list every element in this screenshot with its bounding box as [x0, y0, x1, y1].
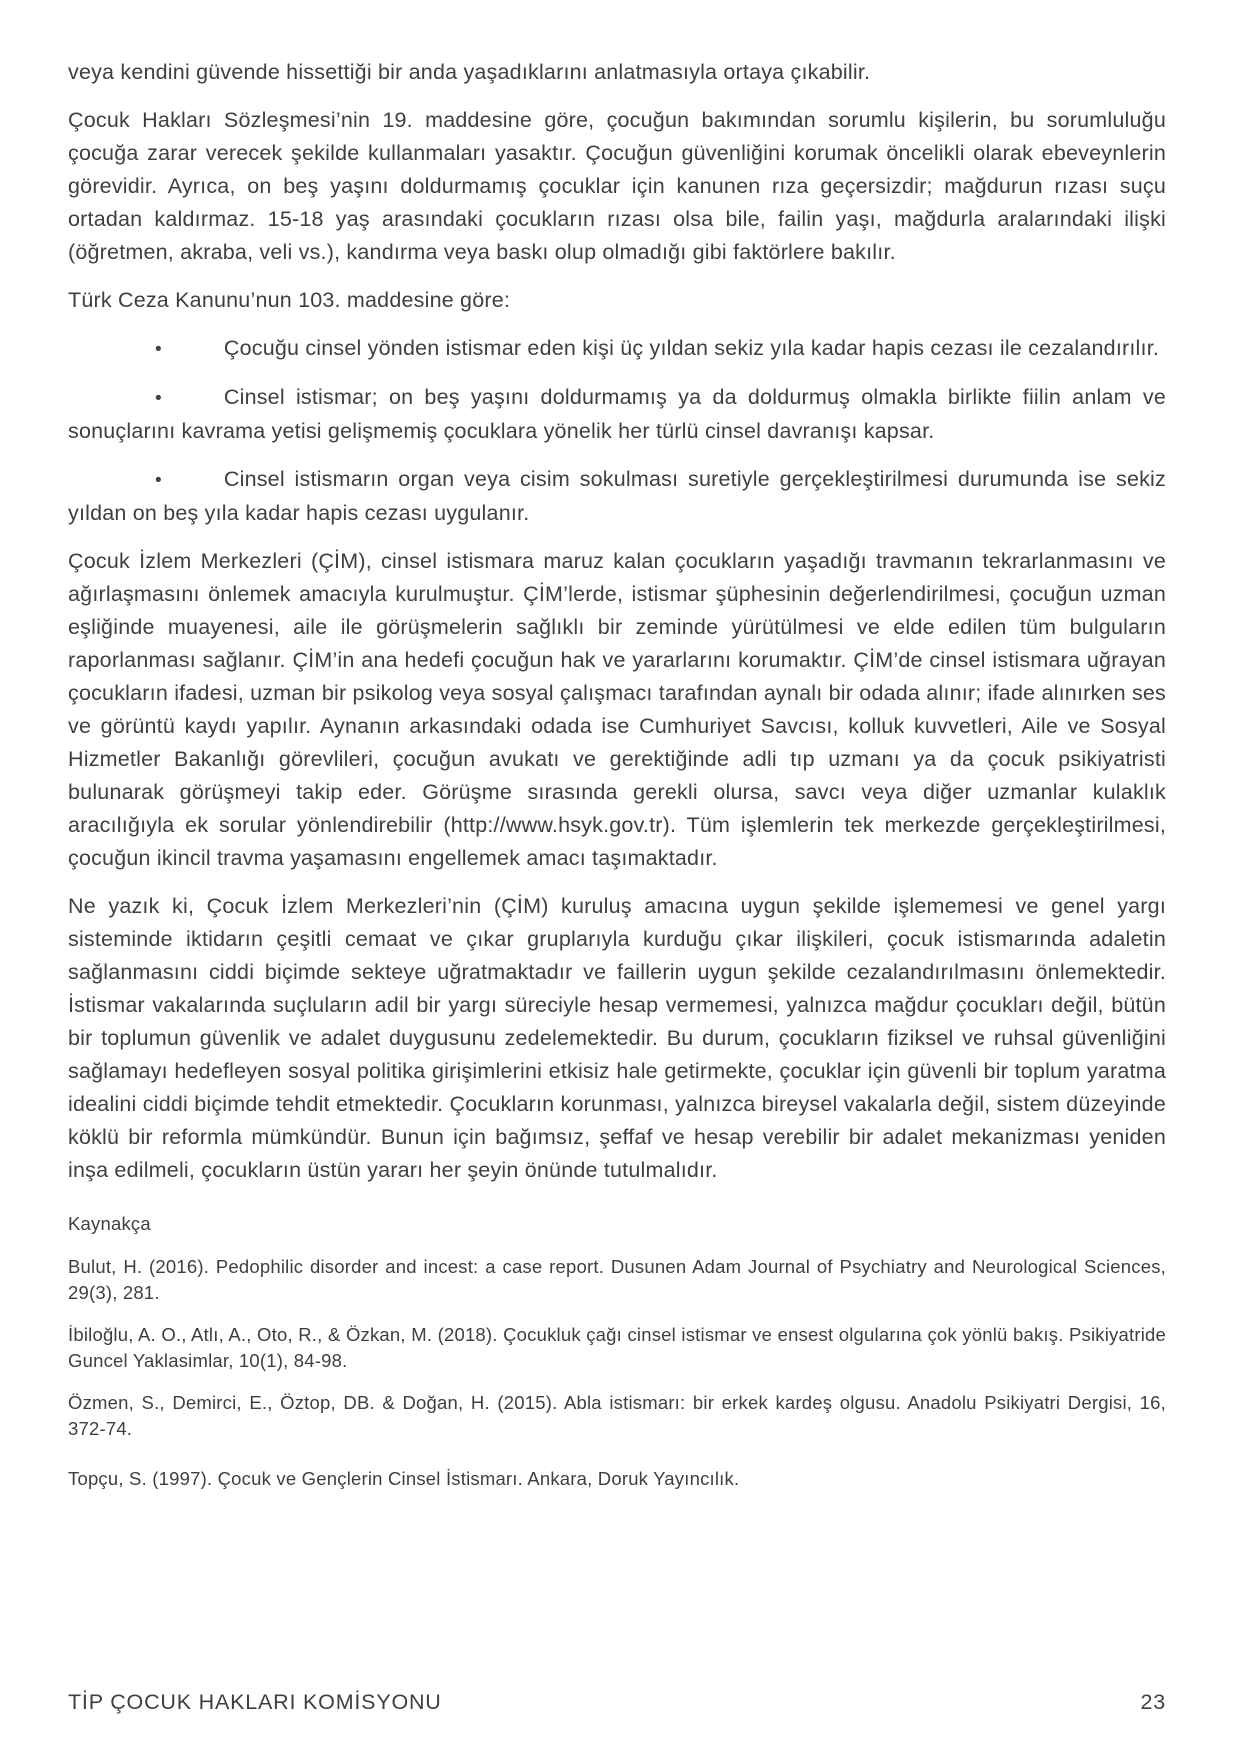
footer-commission-title: TİP ÇOCUK HAKLARI KOMİSYONU — [68, 1690, 442, 1714]
bullet-icon: • — [155, 470, 162, 491]
bullet-icon: • — [155, 388, 162, 409]
reference-item: Bulut, H. (2016). Pedophilic disorder and incest: a case report. Dusunen Adam Journal of Psychiatry and Neurological Sciences, 29(3), 281. — [68, 1256, 1166, 1303]
paragraph-criticism: Ne yazık ki, Çocuk İzlem Merkezleri’nin (ÇİM) kuruluş amacına uygun şekilde işlememesi ve genel yargı sisteminde iktidarın çeşitli cemaat ve çıkar gruplarıyla kurduğu çıkar ilişkileri, çocuk istismarında adaletin sağlanmasını ciddi biçimde sekteye uğratmaktadır ve faillerin uygun şekilde cezalandırılmasını önlemektedir. İstismar vakalarında suçluların adil bir yargı süreciyle hesap vermemesi, yalnızca mağdur çocukları değil, bütün bir toplumun güvenlik ve adalet duygusunu zedelemektedir. Bu durum, çocukların fiziksel ve ruhsal güvenliğini sağlamayı hedefleyen sosyal politika girişimlerini etkisiz hale getirmekte, çocuklar için güvenli bir toplum yaratma idealini ciddi biçimde tehdit etmektedir. Çocukların korunması, yalnızca bireysel vakalarla değil, sistem düzeyinde köklü bir reformla mümkündür. Bunun için bağımsız, şeffaf ve hesap verebilir bir adalet mekanizması yeniden inşa edilmeli, çocukların üstün yararı her şeyin önünde tutulmalıdır. — [68, 894, 1166, 1182]
bullet-icon: • — [155, 339, 162, 360]
list-item — [68, 332, 1166, 366]
reference-item: Topçu, S. (1997). Çocuk ve Gençlerin Cinsel İstismarı. Ankara, Doruk Yayıncılık. — [68, 1468, 740, 1489]
list-item-text: Cinsel istismar; on beş yaşını doldurmamış ya da doldurmuş olmakla birlikte fiilin anlam ve sonuçlarını kavrama yetisi gelişmemiş çocuklara yönelik her türlü cinsel davranışı kapsar. — [68, 385, 1166, 443]
paragraph-law-intro: Türk Ceza Kanunu’nun 103. maddesine göre: — [68, 288, 511, 312]
paragraph-convention: Çocuk Hakları Sözleşmesi’nin 19. maddesine göre, çocuğun bakımından sorumlu kişilerin, bu sorumluluğu çocuğa zarar verecek şekilde kullanmaları yasaktır. Çocuğun güvenliğini korumak öncelikli olarak ebeveynlerin görevidir. Ayrıca, on beş yaşını doldurmamış çocuklar için kanunen rıza geçersizdir; mağdurun rızası suçu ortadan kaldırmaz. 15-18 yaş arasındaki çocukların rızası olsa bile, failin yaşı, mağdurla aralarındaki ilişki (öğretmen, akraba, veli vs.), kandırma veya baskı olup olmadığı gibi faktörlere bakılır. — [68, 108, 1166, 264]
page-content — [68, 56, 1166, 1508]
reference-item: İbiloğlu, A. O., Atlı, A., Oto, R., & Özkan, M. (2018). Çocukluk çağı cinsel istismar ve ensest olgularına çok yönlü bakış. Psikiyatride Guncel Yaklasimlar, 10(1), 84-98. — [68, 1324, 1166, 1371]
reference-item: Özmen, S., Demirci, E., Öztop, DB. & Doğan, H. (2015). Abla istismarı: bir erkek kardeş olgusu. Anadolu Psikiyatri Dergisi, 16, 372-74. — [68, 1392, 1166, 1439]
paragraph-opening: veya kendini güvende hissettiği bir anda yaşadıklarını anlatmasıyla ortaya çıkabilir. — [68, 60, 871, 84]
paragraph-cim: Çocuk İzlem Merkezleri (ÇİM), cinsel istismara maruz kalan çocukların yaşadığı travmanın tekrarlanmasını ve ağırlaşmasını önlemek amacıyla kurulmuştur. ÇİM’lerde, istismar şüphesinin değerlendirilmesi, çocuğun uzman eşliğinde muayenesi, aile ile görüşmelerin sağlıklı bir zeminde yürütülmesi ve elde edilen tüm bulguların raporlanması sağlanır. ÇİM’in ana hedefi çocuğun hak ve yararlarını korumaktır. ÇİM’de cinsel istismara uğrayan çocukların ifadesi, uzman bir psikolog veya sosyal çalışmacı tarafından aynalı bir odada alınır; ifade alınırken ses ve görüntü kaydı yapılır. Aynanın arkasındaki odada ise Cumhuriyet Savcısı, kolluk kuvvetleri, Aile ve Sosyal Hizmetler Bakanlığı görevlileri, çocuğun avukatı ve gerektiğinde adli tıp uzmanı ya da çocuk psikiyatristi bulunarak görüşmeyi takip eder. Görüşme sırasında gerekli olursa, savcı veya diğer uzmanlar kulaklık aracılığıyla ek sorular yönlendirebilir (http://www.hsyk.gov.tr). Tüm işlemlerin tek merkezde gerçekleştirilmesi, çocuğun ikincil travma yaşamasını engellemek amacı taşımaktadır. — [68, 549, 1166, 870]
list-item — [68, 381, 1166, 448]
page-number: 23 — [1140, 1690, 1166, 1714]
list-item — [68, 463, 1166, 530]
references-heading: Kaynakça — [68, 1213, 151, 1234]
list-item-text: Çocuğu cinsel yönden istismar eden kişi üç yıldan sekiz yıla kadar hapis cezası ile cezalandırılır. — [223, 336, 1160, 360]
page-footer — [68, 1690, 1166, 1715]
list-item-text: Cinsel istismarın organ veya cisim sokulması suretiyle gerçekleştirilmesi durumunda ise sekiz yıldan on beş yıla kadar hapis cezası uygulanır. — [68, 467, 1166, 525]
